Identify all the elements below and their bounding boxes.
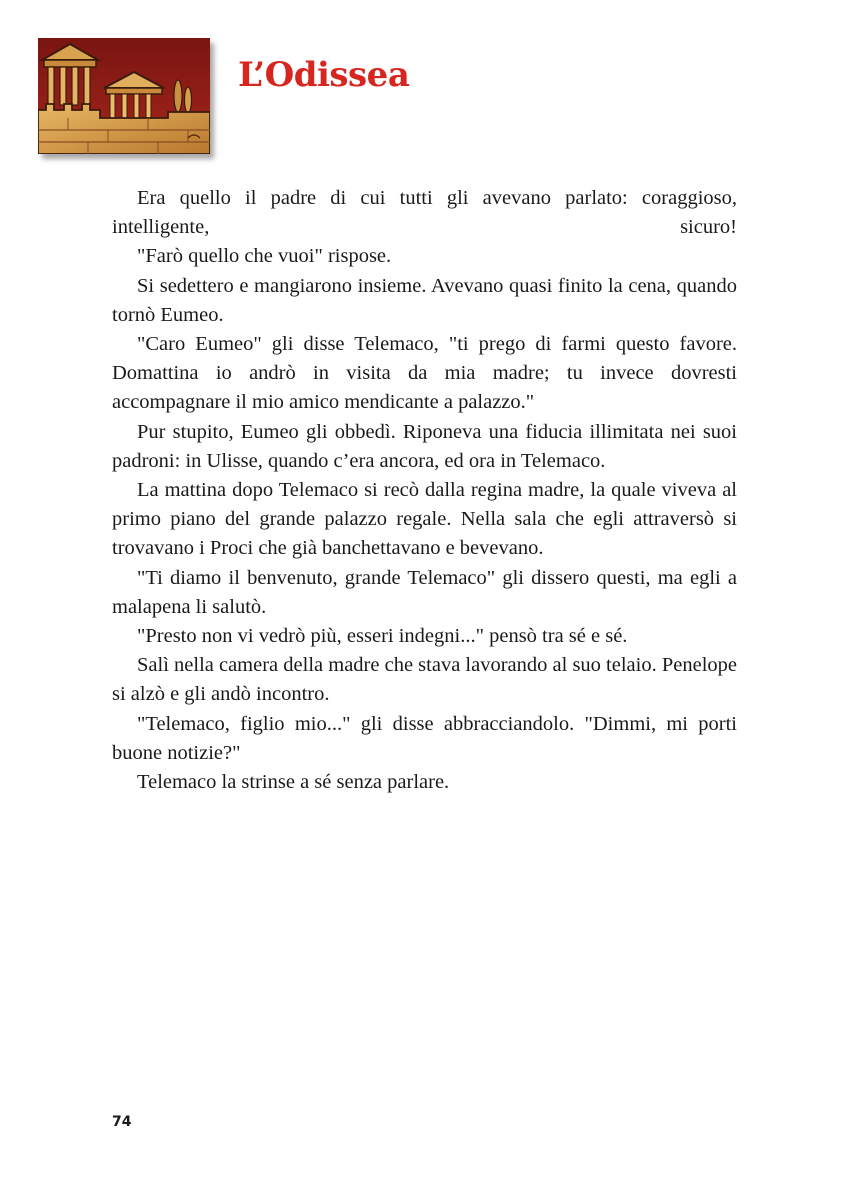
paragraph: Era quello il padre di cui tutti gli avevano parlato: coraggioso, intelligente, sicuro!: [112, 187, 737, 239]
paragraph: Salì nella camera della madre che stava lavorando al suo telaio. Penelope si alzò e gli andò incontro.: [112, 654, 737, 706]
paragraph: "Telemaco, figlio mio..." gli disse abbracciandolo. "Dimmi, mi porti buone notizie?": [112, 712, 737, 764]
paragraph: Pur stupito, Eumeo gli obbedì. Riponeva una fiducia illimitata nei suoi padroni: in Ulisse, quando c’era ancora, ed ora in Telemaco.: [112, 420, 737, 472]
paragraph: La mattina dopo Telemaco si recò dalla regina madre, la quale viveva al primo piano del grande palazzo regale. Nella sala che egli attraversò si trovavano i Proci che già banchettavano e bevevano.: [112, 479, 737, 560]
chapter-title: L’Odissea: [238, 55, 410, 95]
chapter-illustration: [38, 38, 210, 154]
paragraph: "Presto non vi vedrò più, esseri indegni..." pensò tra sé e sé.: [137, 625, 628, 648]
paragraph: Si sedettero e mangiarono insieme. Avevano quasi finito la cena, quando tornò Eumeo.: [112, 274, 737, 326]
paragraph: "Farò quello che vuoi" rispose.: [137, 245, 392, 268]
paragraph: "Caro Eumeo" gli disse Telemaco, "ti prego di farmi questo favore. Domattina io andrò in visita da mia madre; tu invece dovresti accompagnare il mio amico mendicante a palazzo.": [112, 333, 737, 414]
paragraph: "Ti diamo il benvenuto, grande Telemaco" gli dissero questi, ma egli a malapena li salutò.: [112, 566, 737, 618]
paragraph: Telemaco la strinse a sé senza parlare.: [137, 771, 450, 794]
story-text: [112, 184, 737, 797]
greek-temples-painting-icon: [38, 38, 210, 154]
page-number: 74: [112, 1114, 132, 1130]
